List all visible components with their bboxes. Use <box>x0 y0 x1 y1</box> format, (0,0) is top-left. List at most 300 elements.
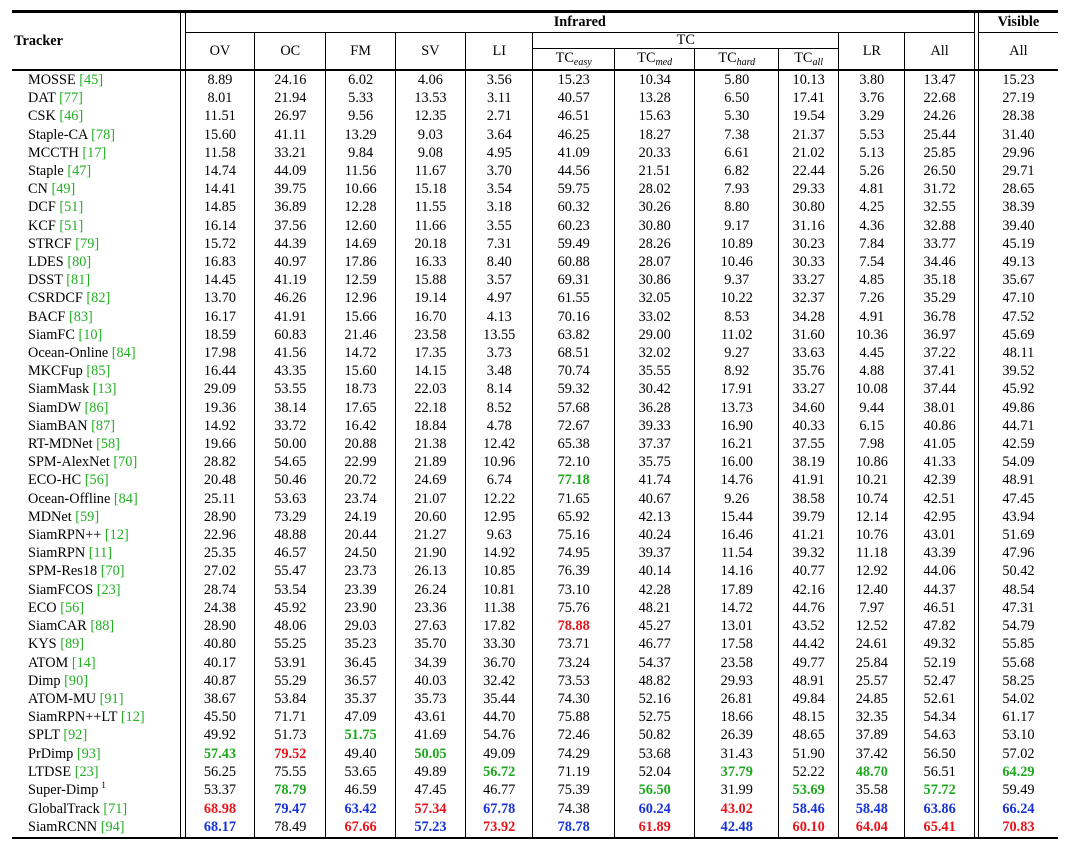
score-value: 21.90 <box>414 545 447 562</box>
score-value: 28.82 <box>203 454 237 471</box>
score-value: 28.90 <box>203 618 237 635</box>
score-value: 60.88 <box>557 254 590 271</box>
score-cell <box>533 235 615 253</box>
score-cell <box>839 217 905 235</box>
score-value: 7.98 <box>859 436 885 453</box>
tc-header: TC <box>533 33 839 49</box>
score-cell <box>695 672 779 690</box>
score-cell <box>326 708 395 726</box>
score-cell <box>533 180 615 198</box>
tracker-name-text: MCCTH <box>28 144 79 161</box>
citation-link[interactable]: [90] <box>64 672 88 689</box>
score-cell <box>395 180 465 198</box>
score-value: 43.39 <box>923 545 956 562</box>
score-value: 41.69 <box>414 727 447 744</box>
score-value: 11.67 <box>414 163 447 180</box>
score-value: 38.19 <box>792 454 825 471</box>
score-cell <box>326 162 395 180</box>
score-cell <box>614 435 695 453</box>
score-cell <box>905 672 974 690</box>
score-value: 5.33 <box>348 90 374 107</box>
score-value: 19.66 <box>203 436 237 453</box>
score-cell <box>533 818 615 837</box>
score-cell <box>905 599 974 617</box>
citation-link[interactable]: [84] <box>111 345 136 362</box>
score-cell <box>466 818 533 837</box>
score-value: 41.56 <box>274 345 307 362</box>
table-row <box>12 198 1058 216</box>
score-cell <box>905 107 974 125</box>
score-cell <box>255 800 326 818</box>
table-row <box>12 599 1058 617</box>
score-cell <box>326 344 395 362</box>
citation-link[interactable]: [71] <box>103 801 128 818</box>
score-cell <box>905 198 974 216</box>
citation-link[interactable]: [10] <box>78 326 103 343</box>
score-value: 52.19 <box>923 654 956 671</box>
score-value: 15.23 <box>1002 72 1035 88</box>
citation-link[interactable]: [84] <box>113 490 138 507</box>
score-value: 18.84 <box>414 417 447 434</box>
citation-link[interactable]: [49] <box>51 181 76 198</box>
tracker-name <box>12 217 180 235</box>
citation-link[interactable]: [78] <box>91 126 115 143</box>
citation-link[interactable]: [93] <box>76 745 101 762</box>
table-row <box>12 690 1058 708</box>
score-value: 46.26 <box>274 290 307 307</box>
score-value: 21.27 <box>414 527 447 544</box>
score-value: 4.06 <box>417 72 443 88</box>
score-cell <box>695 399 779 417</box>
score-value: 37.56 <box>274 217 307 234</box>
score-cell <box>614 508 695 526</box>
citation-link[interactable]: [82] <box>86 290 111 307</box>
score-value: 53.10 <box>1002 727 1035 744</box>
score-value: 35.67 <box>1002 272 1035 289</box>
tracker-name-text: Staple <box>28 163 64 180</box>
score-value: 16.17 <box>203 308 237 325</box>
score-value: 37.55 <box>792 436 825 453</box>
score-cell <box>395 781 465 800</box>
score-value: 7.97 <box>859 599 885 616</box>
score-cell <box>326 544 395 562</box>
citation-link[interactable]: [88] <box>90 618 115 635</box>
table-row <box>12 70 1058 89</box>
score-value: 68.98 <box>203 801 237 818</box>
score-value: 17.89 <box>720 581 753 598</box>
score-cell <box>185 599 254 617</box>
citation-link[interactable]: [47] <box>67 163 92 180</box>
score-value: 24.16 <box>274 72 307 88</box>
score-cell <box>779 89 839 107</box>
score-value: 46.57 <box>274 545 307 562</box>
score-value: 59.49 <box>1002 782 1035 799</box>
tracker-name-text: LDES <box>28 254 64 271</box>
score-value: 47.31 <box>1002 599 1035 616</box>
score-cell <box>326 289 395 307</box>
score-value: 22.99 <box>344 454 377 471</box>
score-value: 4.36 <box>859 217 885 234</box>
score-value: 25.11 <box>204 490 236 507</box>
tracker-name-text: KCF <box>28 217 56 234</box>
score-cell <box>185 107 254 125</box>
score-cell <box>978 654 1058 672</box>
citation-link[interactable]: [12] <box>104 527 129 544</box>
citation-link[interactable]: [81] <box>66 272 91 289</box>
score-value: 53.69 <box>792 782 825 799</box>
score-cell <box>395 526 465 544</box>
score-value: 23.73 <box>344 563 377 580</box>
score-cell <box>326 818 395 837</box>
citation-link[interactable]: [59] <box>75 508 100 525</box>
score-cell <box>905 562 974 580</box>
citation-link[interactable]: [12] <box>120 709 145 726</box>
score-value: 60.10 <box>792 819 825 836</box>
score-value: 21.38 <box>414 436 447 453</box>
citation-link[interactable]: [85] <box>86 363 111 380</box>
score-value: 7.31 <box>486 235 512 252</box>
score-value: 11.02 <box>720 326 753 343</box>
score-value: 50.82 <box>638 727 671 744</box>
score-cell <box>466 708 533 726</box>
score-value: 78.49 <box>274 819 307 836</box>
score-value: 41.21 <box>792 527 825 544</box>
score-value: 40.57 <box>557 90 590 107</box>
citation-link[interactable]: [86] <box>84 399 109 416</box>
score-value: 40.77 <box>792 563 825 580</box>
citation-link[interactable]: [70] <box>113 454 138 471</box>
score-value: 22.44 <box>792 163 825 180</box>
score-value: 3.76 <box>859 90 885 107</box>
citation-link[interactable]: [56] <box>84 472 109 489</box>
score-cell <box>978 417 1058 435</box>
tracker-name <box>12 763 180 781</box>
citation-link[interactable]: [70] <box>100 563 125 580</box>
score-cell <box>395 89 465 107</box>
score-cell <box>326 635 395 653</box>
score-value: 42.16 <box>792 581 825 598</box>
score-value: 17.86 <box>344 254 377 271</box>
score-cell <box>255 654 326 672</box>
score-value: 14.69 <box>344 235 377 252</box>
citation-link[interactable]: [79] <box>75 235 100 252</box>
score-value: 3.18 <box>486 199 512 216</box>
score-value: 48.15 <box>792 709 825 726</box>
score-value: 57.23 <box>414 819 447 836</box>
score-cell <box>839 380 905 398</box>
citation-link[interactable]: [23] <box>96 581 121 598</box>
score-value: 18.27 <box>638 126 671 143</box>
score-cell <box>779 599 839 617</box>
score-cell <box>614 471 695 489</box>
score-value: 43.35 <box>274 363 307 380</box>
table-row <box>12 253 1058 271</box>
tracker-name <box>12 562 180 580</box>
score-value: 50.46 <box>274 472 307 489</box>
score-cell <box>533 508 615 526</box>
citation-link[interactable]: [80] <box>67 254 92 271</box>
citation-link[interactable]: [77] <box>59 90 83 107</box>
score-value: 28.07 <box>638 254 671 271</box>
score-cell <box>326 508 395 526</box>
score-value: 76.39 <box>557 563 590 580</box>
score-value: 47.10 <box>1002 290 1035 307</box>
tracker-name <box>12 435 180 453</box>
score-cell <box>695 781 779 800</box>
score-cell <box>326 271 395 289</box>
tracker-name-text: ATOM-MU <box>28 690 97 707</box>
score-cell <box>905 781 974 800</box>
score-value: 19.36 <box>203 399 237 416</box>
score-cell <box>839 89 905 107</box>
score-cell <box>326 107 395 125</box>
score-cell <box>695 745 779 763</box>
table-row <box>12 544 1058 562</box>
score-value: 4.91 <box>859 308 885 325</box>
score-cell <box>905 763 974 781</box>
score-cell <box>255 453 326 471</box>
score-value: 47.45 <box>1002 490 1035 507</box>
score-value: 73.10 <box>557 581 590 598</box>
score-value: 30.80 <box>792 199 825 216</box>
score-cell <box>255 235 326 253</box>
score-value: 6.02 <box>348 72 374 88</box>
score-cell <box>533 435 615 453</box>
score-cell <box>185 635 254 653</box>
citation-link[interactable]: [92] <box>63 727 88 744</box>
score-cell <box>839 253 905 271</box>
score-value: 39.33 <box>638 417 671 434</box>
score-value: 48.91 <box>1002 472 1035 489</box>
score-cell <box>695 818 779 837</box>
score-value: 57.43 <box>203 745 237 762</box>
citation-link[interactable]: [89] <box>60 636 85 653</box>
score-cell <box>466 344 533 362</box>
score-value: 5.26 <box>859 163 885 180</box>
score-cell <box>255 818 326 837</box>
score-cell <box>185 126 254 144</box>
score-value: 29.71 <box>1002 163 1035 180</box>
score-cell <box>533 562 615 580</box>
score-cell <box>185 526 254 544</box>
tracker-name <box>12 471 180 489</box>
oc-header: OC <box>255 33 326 71</box>
score-cell <box>395 690 465 708</box>
score-value: 22.18 <box>414 399 447 416</box>
results-table-container <box>12 10 1058 839</box>
citation-link[interactable]: [51] <box>59 199 84 216</box>
score-cell <box>255 417 326 435</box>
citation-link[interactable]: [17] <box>82 144 107 161</box>
tracker-name <box>12 289 180 307</box>
citation-link[interactable]: [83] <box>68 308 93 325</box>
score-cell <box>255 162 326 180</box>
score-cell <box>395 70 465 89</box>
table-row <box>12 745 1058 763</box>
citation-link[interactable]: [46] <box>59 108 84 125</box>
score-value: 16.90 <box>720 417 753 434</box>
score-value: 21.89 <box>414 454 447 471</box>
tracker-name-text: SPM-Res18 <box>28 563 98 580</box>
score-value: 8.14 <box>486 381 512 398</box>
score-value: 24.19 <box>344 508 377 525</box>
score-value: 23.74 <box>344 490 377 507</box>
tracker-name-text: SPM-AlexNet <box>28 454 110 471</box>
score-cell <box>978 107 1058 125</box>
score-value: 68.51 <box>557 345 590 362</box>
tracker-name <box>12 599 180 617</box>
score-cell <box>533 399 615 417</box>
score-cell <box>533 726 615 744</box>
score-cell <box>614 180 695 198</box>
score-cell <box>905 289 974 307</box>
score-cell <box>466 635 533 653</box>
score-cell <box>614 253 695 271</box>
citation-link[interactable]: [45] <box>79 72 104 88</box>
score-value: 60.23 <box>557 217 590 234</box>
score-value: 56.50 <box>923 745 956 762</box>
score-value: 41.09 <box>557 144 590 161</box>
score-value: 35.37 <box>344 690 377 707</box>
score-value: 6.15 <box>859 417 885 434</box>
score-value: 3.29 <box>859 108 885 125</box>
score-cell <box>185 344 254 362</box>
score-cell <box>839 399 905 417</box>
score-value: 51.69 <box>1002 527 1035 544</box>
citation-link[interactable]: [58] <box>96 436 120 453</box>
score-value: 39.32 <box>792 545 825 562</box>
score-value: 78.88 <box>557 618 590 635</box>
score-value: 3.54 <box>486 181 512 198</box>
tracker-name-text: DCF <box>28 199 56 216</box>
score-value: 47.96 <box>1002 545 1035 562</box>
score-cell <box>326 453 395 471</box>
score-value: 72.67 <box>557 417 590 434</box>
score-value: 70.74 <box>557 363 590 380</box>
tracker-name <box>12 235 180 253</box>
score-cell <box>255 217 326 235</box>
score-cell <box>395 399 465 417</box>
table-row <box>12 508 1058 526</box>
score-value: 6.50 <box>724 90 750 107</box>
score-value: 73.71 <box>557 636 590 653</box>
score-value: 11.58 <box>204 144 236 161</box>
score-cell <box>614 672 695 690</box>
score-value: 15.60 <box>203 126 237 143</box>
score-value: 14.45 <box>203 272 237 289</box>
score-cell <box>839 635 905 653</box>
table-row <box>12 471 1058 489</box>
citation-link[interactable]: [94] <box>100 819 125 836</box>
tracker-name-text: KYS <box>28 636 57 653</box>
tracker-name-text: SiamRPN <box>28 545 86 562</box>
score-cell <box>839 453 905 471</box>
score-value: 25.85 <box>923 144 956 161</box>
score-value: 12.92 <box>855 563 888 580</box>
table-row <box>12 654 1058 672</box>
score-cell <box>614 271 695 289</box>
score-cell <box>614 526 695 544</box>
score-value: 25.84 <box>855 654 888 671</box>
score-cell <box>839 617 905 635</box>
score-cell <box>839 180 905 198</box>
table-row <box>12 380 1058 398</box>
score-cell <box>978 435 1058 453</box>
score-value: 41.91 <box>792 472 825 489</box>
score-cell <box>614 599 695 617</box>
score-value: 55.47 <box>274 563 307 580</box>
score-value: 13.01 <box>720 618 753 635</box>
citation-link[interactable]: [13] <box>92 381 117 398</box>
score-cell <box>978 745 1058 763</box>
score-value: 58.46 <box>792 801 825 818</box>
score-value: 44.37 <box>923 581 956 598</box>
score-cell <box>779 818 839 837</box>
score-value: 43.61 <box>414 709 447 726</box>
score-cell <box>839 70 905 89</box>
score-value: 17.58 <box>720 636 753 653</box>
score-value: 9.03 <box>417 126 443 143</box>
tracker-name <box>12 617 180 635</box>
score-value: 38.14 <box>274 399 307 416</box>
score-value: 49.40 <box>344 745 377 762</box>
score-value: 16.14 <box>203 217 237 234</box>
score-value: 5.53 <box>859 126 885 143</box>
score-cell <box>905 326 974 344</box>
score-cell <box>779 544 839 562</box>
citation-link[interactable]: [51] <box>59 217 84 234</box>
score-cell <box>779 417 839 435</box>
score-value: 20.72 <box>344 472 377 489</box>
infrared-header: Infrared <box>185 12 974 33</box>
score-cell <box>695 800 779 818</box>
score-value: 26.81 <box>720 690 753 707</box>
table-row <box>12 162 1058 180</box>
score-value: 4.88 <box>859 363 885 380</box>
citation-link[interactable]: [23] <box>74 763 99 780</box>
score-value: 12.22 <box>483 490 516 507</box>
score-value: 79.52 <box>274 745 307 762</box>
score-cell <box>533 144 615 162</box>
score-value: 43.94 <box>1002 508 1035 525</box>
score-cell <box>779 380 839 398</box>
citation-link[interactable]: [14] <box>71 654 96 671</box>
tracker-name <box>12 417 180 435</box>
score-value: 48.21 <box>638 599 671 616</box>
score-value: 24.69 <box>414 472 447 489</box>
score-value: 11.66 <box>414 217 447 234</box>
score-value: 74.95 <box>557 545 590 562</box>
score-value: 34.46 <box>923 254 956 271</box>
score-value: 46.25 <box>557 126 590 143</box>
score-cell <box>905 144 974 162</box>
tracker-name-text: MKCFup <box>28 363 83 380</box>
score-value: 35.29 <box>923 290 956 307</box>
citation-link[interactable]: [91] <box>99 690 124 707</box>
score-cell <box>905 726 974 744</box>
citation-link[interactable]: [11] <box>88 545 113 562</box>
score-value: 3.80 <box>859 72 885 88</box>
score-value: 45.19 <box>1002 235 1035 252</box>
score-cell <box>466 162 533 180</box>
score-cell <box>978 726 1058 744</box>
citation-link[interactable]: [87] <box>91 417 115 434</box>
citation-link[interactable]: [56] <box>60 599 85 616</box>
score-value: 12.95 <box>483 508 516 525</box>
score-cell <box>326 781 395 800</box>
table-row <box>12 362 1058 380</box>
score-value: 43.01 <box>923 527 956 544</box>
